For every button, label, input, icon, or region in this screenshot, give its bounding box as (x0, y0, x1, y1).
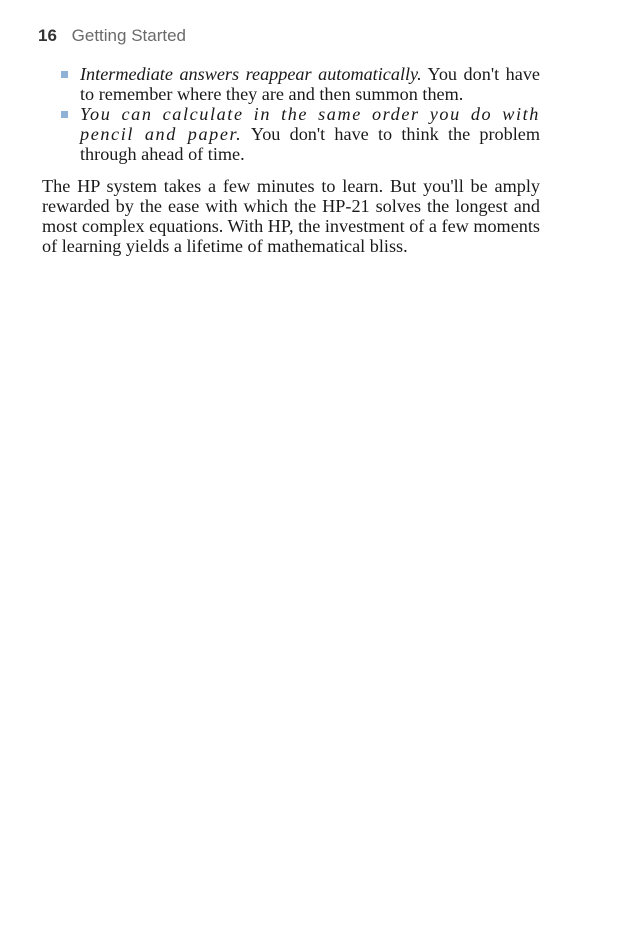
bullet-text: You don't have to think the problem through ahead of time. (80, 124, 540, 164)
bullet-item-intermediate-answers (42, 64, 540, 104)
bullet-text: You don't have to remember where they are and then summon them. (80, 64, 540, 104)
square-bullet-icon (61, 111, 68, 118)
page-number: 16 (38, 26, 57, 45)
body-paragraph: The HP system takes a few minutes to learn. But you'll be amply rewarded by the ease with which the HP-21 solves the longest and most complex equations. With HP, the investment of a few moments of learning yields a lifetime of mathematical bliss. (42, 176, 541, 256)
page-body (42, 64, 540, 256)
bullet-item-calculate-order (42, 104, 540, 164)
bullet-lead: Intermediate answers reappear automatically. (80, 64, 422, 84)
running-header (38, 26, 186, 46)
square-bullet-icon (61, 71, 68, 78)
bullet-list (42, 64, 540, 164)
section-title: Getting Started (71, 26, 186, 45)
bullet-lead: You can calculate in the same order you do with pencil and paper. (80, 104, 540, 144)
